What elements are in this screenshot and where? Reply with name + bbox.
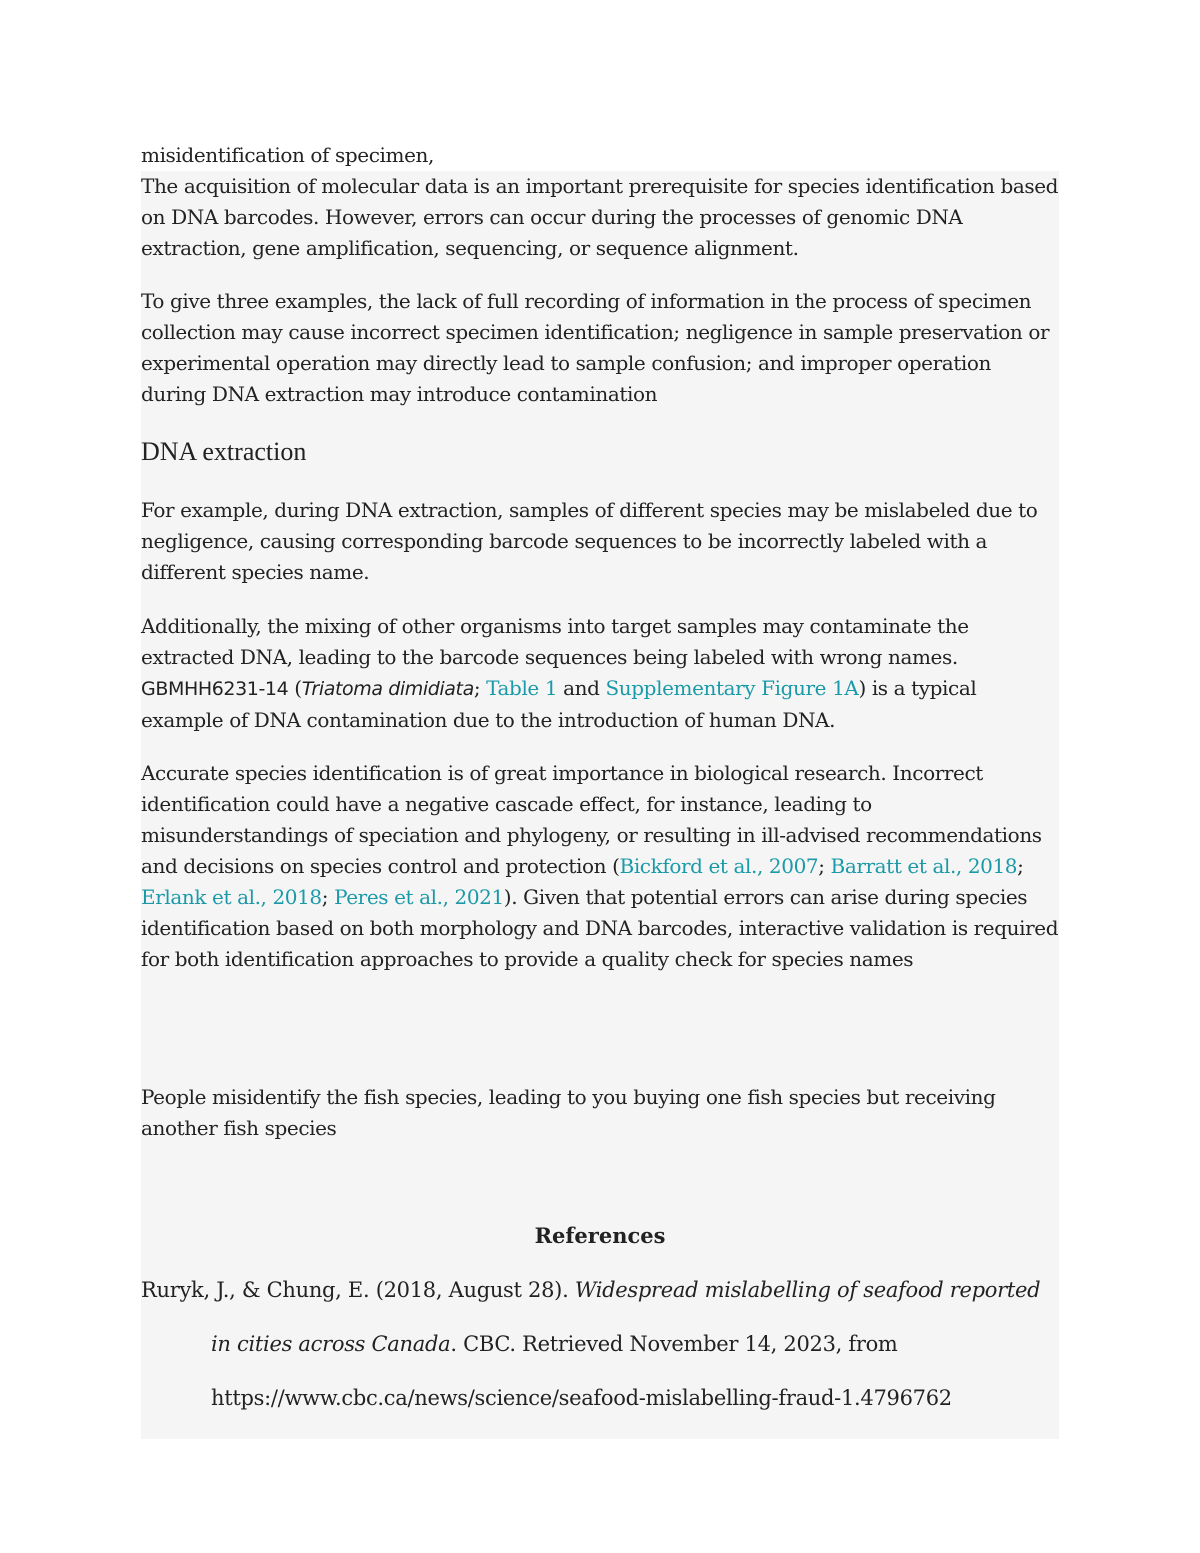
paragraph-molecular-data: The acquisition of molecular data is an important prerequisite for species identification based on DNA barcodes. However, errors can occur during the processes of genomic DNA extraction, gene amplification, sequencing, or sequence alignment. [141, 174, 1059, 260]
citation-barratt[interactable]: Barratt et al., 2018 [830, 854, 1018, 878]
reference-line-1: Ruryk, J., & Chung, E. (2018, August 28). Widespread mislabelling of seafood reported [141, 1278, 1041, 1302]
link-supplementary-figure[interactable]: Supplementary Figure 1A [605, 676, 859, 700]
reference-title: Widespread mislabelling of seafood reported [574, 1278, 1041, 1302]
reference-url[interactable]: https://www.cbc.ca/news/science/seafood-mislabelling-fraud-1.4796762 [211, 1386, 952, 1410]
references-heading: References [534, 1223, 666, 1248]
sample-id: GBMHH6231-14 [141, 678, 289, 700]
paragraph-fish-species: People misidentify the fish species, leading to you buying one fish species but receiving another fish species [141, 1085, 996, 1140]
citation-peres[interactable]: Peres et al., 2021 [334, 885, 504, 909]
reference-line-2: in cities across Canada. CBC. Retrieved November 14, 2023, from [211, 1332, 898, 1356]
paragraph-text: Additionally, the mixing of other organisms into target samples may contaminate the extracted DNA, leading to the barcode sequences being labeled with wrong names. [141, 614, 969, 669]
citation-erlank[interactable]: Erlank et al., 2018 [141, 885, 322, 909]
section-heading-dna-extraction: DNA extraction [141, 437, 307, 466]
paragraph-contamination: Additionally, the mixing of other organisms into target samples may contaminate the extracted DNA, leading to the barcode sequences being labeled with wrong names. GBMHH6231-14 (Triatoma dimidiata; Table 1 and Supplementary Figure 1A) is a typical example of DNA contamination due to the introduction of human DNA. [141, 614, 977, 732]
paragraph-dna-extraction-example: For example, during DNA extraction, samples of different species may be mislabeled due to negligence, causing corresponding barcode sequences to be incorrectly labeled with a different species name. [141, 498, 1038, 584]
paragraph-accurate-identification: Accurate species identification is of great importance in biological research. Incorrect identification could have a negative cascade effect, for instance, leading to misunderstandings of speciation and phylogeny, or resulting in ill-advised recommendations and decisions on species control and protection (Bickford et al., 2007; Barratt et al., 2018; Erlank et al., 2018; Peres et al., 2021). Given that potential errors can arise during species identification based on both morphology and DNA barcodes, interactive validation is required for both identification approaches to provide a quality check for species names [141, 761, 1059, 971]
link-table-1[interactable]: Table 1 [486, 676, 558, 700]
species-name: Triatoma dimidiata [301, 678, 474, 700]
paragraph-three-examples: To give three examples, the lack of full recording of information in the process of specimen collection may cause incorrect specimen identification; negligence in sample preservation or experimental operation may directly lead to sample confusion; and improper operation during DNA extraction may introduce contamination [141, 289, 1050, 406]
top-line-text: misidentification of specimen, [141, 143, 434, 167]
citation-bickford[interactable]: Bickford et al., 2007 [619, 854, 819, 878]
